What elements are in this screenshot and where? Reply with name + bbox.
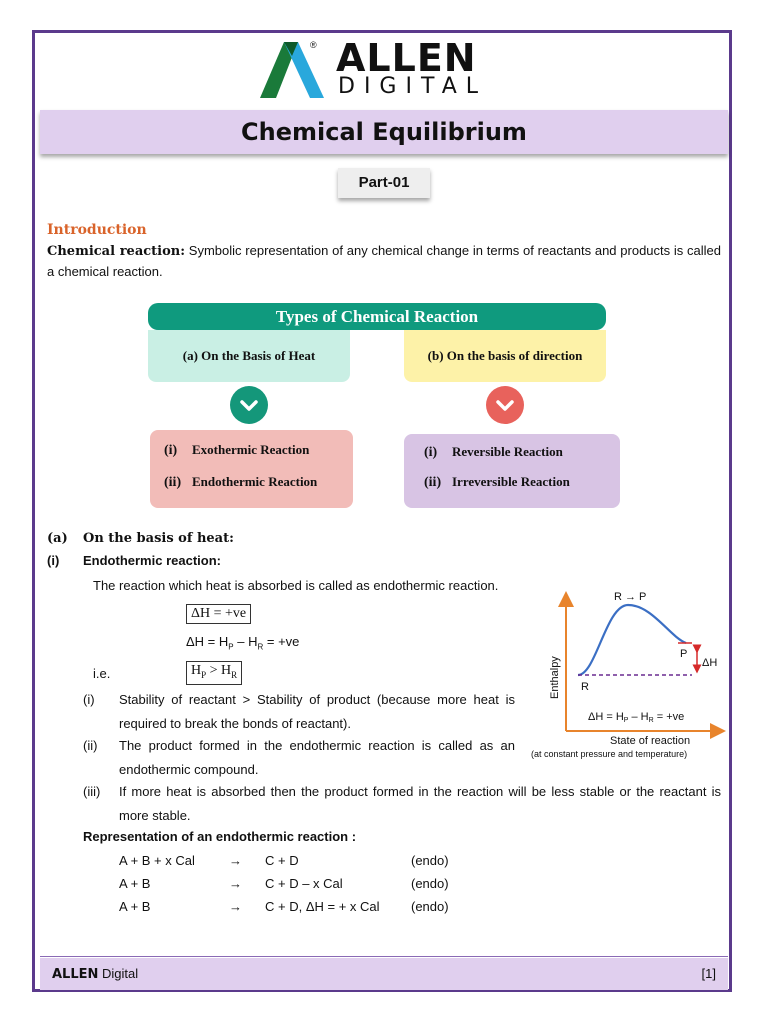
footer-brand: ALLEN Digital	[52, 966, 139, 982]
introduction-paragraph	[47, 241, 721, 282]
types-heading: Types of Chemical Reaction	[148, 303, 606, 330]
list-item: (i) Stability of reactant > Stability of product (because more heat is required to break the bonds of reactant).	[83, 692, 515, 731]
list-item: (ii) Irreversible Reaction	[424, 474, 570, 490]
x-axis-sublabel: (at constant pressure and temperature)	[531, 749, 688, 759]
basis-of-direction-box: (b) On the basis of direction	[404, 330, 606, 382]
part-badge: Part-01	[338, 168, 430, 198]
page-number: [1]	[701, 966, 716, 981]
graph-equation: ΔH = HP – HR = +ve	[588, 711, 685, 724]
subsection-heading: (i) Endothermic reaction:	[47, 553, 221, 568]
reactant-label: R	[581, 681, 589, 693]
product-label: P	[680, 648, 688, 660]
allen-logo-mark-icon	[258, 40, 328, 100]
chevron-down-icon	[230, 386, 268, 424]
introduction-heading: Introduction	[47, 222, 147, 238]
formula-box-delta-h: ΔH = +ve	[186, 604, 251, 624]
heat-types-box	[150, 430, 353, 508]
ie-label: i.e.	[93, 666, 111, 681]
delta-h-label: ΔH	[702, 657, 718, 669]
section-heading: (a) On the basis of heat:	[47, 531, 234, 546]
formula-box-hp-gt-hr: $H_P > H_R$	[186, 661, 242, 685]
chevron-down-icon	[486, 386, 524, 424]
list-item: (ii) Endothermic Reaction	[164, 474, 318, 490]
enthalpy-diagram	[530, 585, 730, 765]
logo-digital-text: DIGITAL	[338, 74, 488, 99]
page-title: Chemical Equilibrium	[40, 110, 728, 154]
direction-types-box	[404, 434, 620, 508]
footer-divider	[40, 956, 728, 957]
reaction-curve	[578, 605, 686, 675]
representation-heading: Representation of an endothermic reaction :	[83, 829, 357, 844]
endothermic-definition: The reaction which heat is absorbed is called as endothermic reaction.	[93, 578, 499, 593]
list-item: (i) Reversible Reaction	[424, 444, 563, 460]
x-axis-label: State of reaction	[610, 735, 691, 747]
list-item: (iii) If more heat is absorbed then the product formed in the reaction will be less stable or the reactant is more stable.	[83, 784, 721, 823]
y-axis-label: Enthalpy	[549, 656, 561, 699]
formula-delta-h: $\Delta H = H_P - H_R = +ve$	[186, 634, 300, 652]
definition-term: Chemical reaction:	[47, 244, 186, 259]
list-item: (ii) The product formed in the endothermic reaction is called as an endothermic compound.	[83, 738, 515, 777]
page-footer	[40, 958, 728, 990]
logo-allen-text: ALLEN	[336, 36, 477, 80]
list-item: (i) Exothermic Reaction	[164, 442, 310, 458]
registered-mark: ®	[310, 40, 317, 50]
reaction-direction-label: R → P	[614, 591, 647, 603]
basis-of-heat-box: (a) On the Basis of Heat	[148, 330, 350, 382]
definition-text: Symbolic representation of any chemical change in terms of reactants and products is called a chemical reaction.	[47, 243, 721, 279]
allen-digital-logo	[258, 36, 510, 102]
